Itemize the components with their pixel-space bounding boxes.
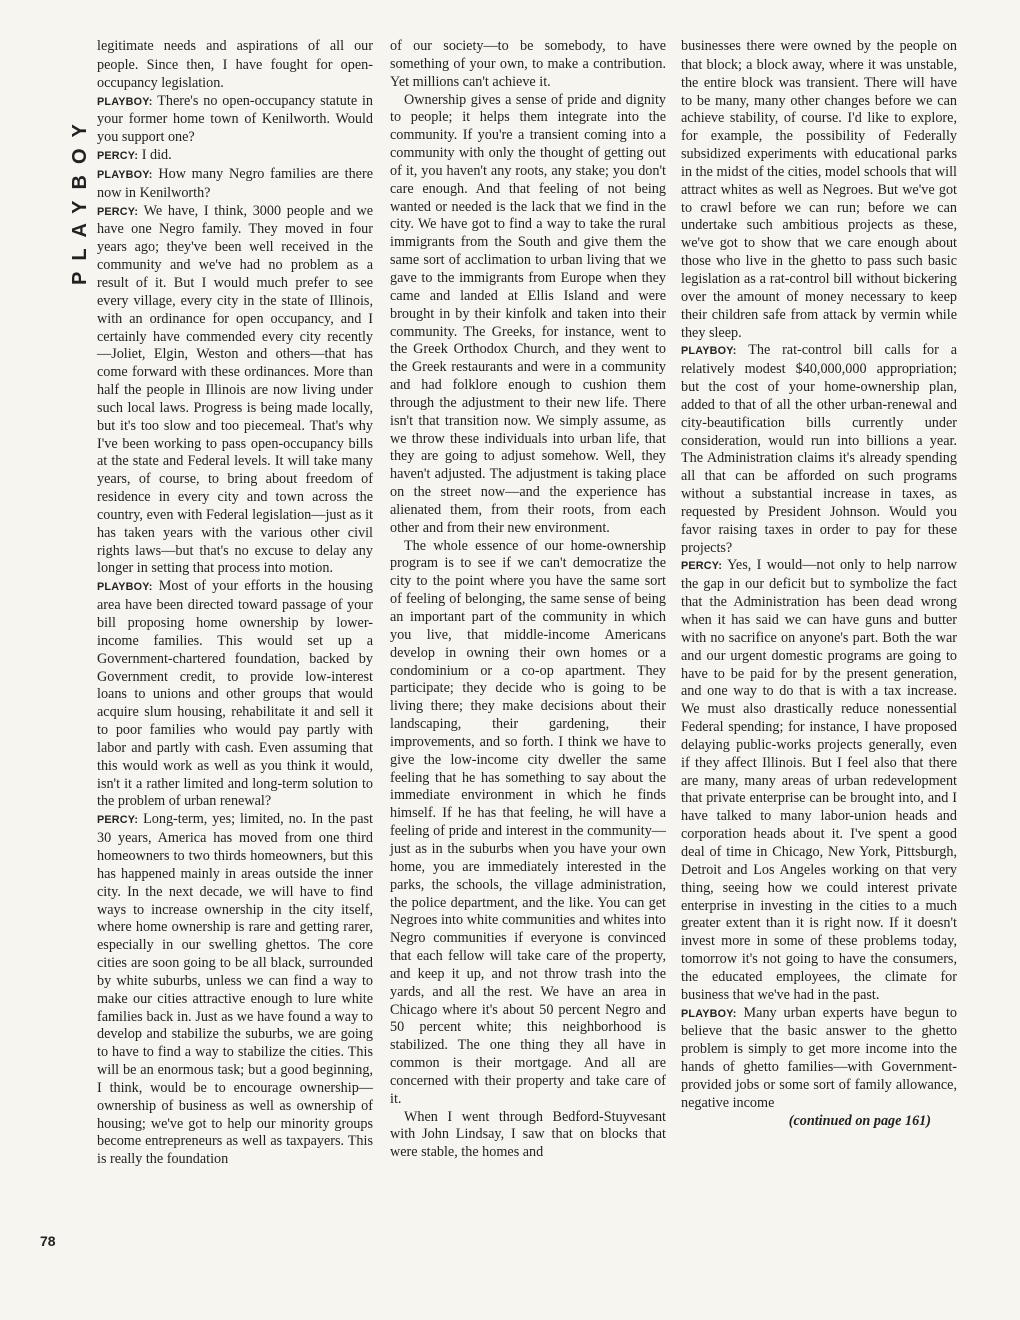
masthead-text: PLAYBOY — [69, 113, 91, 285]
paragraph-text: Most of your efforts in the housing area have been directed toward passage of your bill proposing home ownership by lower-income families. This would set up a Government-chartered foundation, backed by Government credit, to provide low-interest loans to unions and other groups that would acquire slum housing, rehabilitate it and sell it to poor families who would pay partly with labor and partly with cash. Even assuming that this would work as well as you think it would, isn't it a rather limited and long-term solution to the problem of urban renewal? — [97, 578, 373, 810]
paragraph — [97, 147, 373, 166]
paragraph-text: The rat-control bill calls for a relatively modest $40,000,000 appropriation; but the cost of your home-ownership plan, added to that of all the other urban-renewal and city-beautification bills currently under consideration, would run into billions a year. The Administration claims it's already spending all that can be afforded on such programs without a substantial increase in taxes, as requested by President Johnson. Would you favor raising taxes in order to pay for these projects? — [681, 342, 957, 556]
speaker-label: PERCY: — [681, 560, 723, 573]
paragraph — [390, 538, 666, 1109]
paragraph — [97, 578, 373, 811]
paragraph — [681, 1005, 957, 1113]
paragraph — [97, 203, 373, 579]
paragraph-text: I did. — [141, 147, 172, 164]
paragraph — [390, 38, 666, 92]
paragraph — [97, 38, 373, 93]
speaker-label: PLAYBOY: — [681, 1007, 737, 1020]
page-number: 78 — [40, 1233, 56, 1249]
paragraph — [390, 92, 666, 538]
speaker-label: PERCY: — [97, 814, 139, 827]
paragraph-text: The whole essence of our home-ownership program is to see if we can't democratize the city to the point where you have the same sort of feeling of belonging, the same sense of being an important part of the community in which you live, that middle-income Americans develop in owning their own homes or a condominium or a co-op apartment. They participate; they decide who is going to be living there; they make decisions about their landscaping, their gardening, their improvements, and so forth. I think we have to give the low-income city dweller the same feeling that he has something to say about the immediate environment in which he finds himself. If he has that feeling, he will have a feeling of pride and interest in the community—just as in the suburbs when you have your own home, you are immediately interested in the parks, the schools, the village administration, the police department, and the like. You can get Negroes into white communities and whites into Negro communities if everyone is convinced that each fellow will take care of the property, and keep it up, and not throw trash into the yards, and all the rest. We have an area in Chicago where it's about 50 percent Negro and 50 percent white; this neighborhood is stabilized. The one thing they all have in common is their mortgage. And all are concerned with their property and take care of it. — [390, 537, 666, 1107]
text-column-2 — [390, 38, 666, 1260]
paragraph-text: businesses there were owned by the people on that block; a block away, where it was unstable, the entire block was transient. There will have to be many, many other changes before we can achieve stability, of course. I'd like to explore, for example, the possibility of Federally subsidized experiments with educational parks in the midst of the cities, model schools that will attract whites as well as Negroes. But we've got to crawl before we can run; before we can undertake such ambitious projects as these, we've got to show that we care enough about those who live in the ghetto to pass such basic legislation as a rat-control bill without bickering over the amount of money necessary to keep their children safe from attack by vermin while they sleep. — [681, 38, 957, 341]
text-column-3 — [681, 38, 957, 1260]
paragraph — [681, 557, 957, 1004]
paragraph-text: There's no open-occupancy statute in your former home town of Kenilworth. Would you support one? — [97, 92, 374, 146]
speaker-label: PLAYBOY: — [97, 168, 153, 181]
playboy-vertical-masthead — [52, 35, 91, 295]
paragraph-text: How many Negro families are there now in Kenilworth? — [97, 165, 374, 201]
paragraph-text: of our society—to be somebody, to have something of your own, to make a contribution. Yet millions can't achieve it. — [390, 38, 666, 90]
paragraph-text: When I went through Bedford-Stuyvesant with John Lindsay, I saw that on blocks that were stable, the homes and — [390, 1108, 666, 1161]
paragraph-text: Yes, I would—not only to help narrow the gap in our deficit but to symbolize the fact that the Administration has been dead wrong when it has said we can have guns and butter with no sacrifice on anyone's part. Both the war and our urgent domestic programs are going to have to be paid for by the present generation, and one way to do that is with a tax increase. We must also drastically reduce nonessential Federal spending; for instance, I have proposed delaying public-works projects generally, even if they affect Illinois. But I feel also that there are many, many areas of urban redevelopment that private enterprise can be brought into, and I have talked to many labor-union heads and corporation heads about it. I've spent a good deal of time in Chicago, New York, Pittsburgh, Detroit and Los Angeles working on that very thing, seeing how we could interest private enterprise in investing in the cities to a much greater extent than it is right now. If it doesn't invest more in some of these problems today, tomorrow it's not going to have the consumers, the educated employees, the climate for business that we've had in the past. — [681, 557, 957, 1003]
paragraph — [97, 166, 373, 203]
paragraph — [390, 1109, 666, 1163]
paragraph-text: Ownership gives a sense of pride and dignity to people; it helps them integrate into the community. If you're a transient coming into a community with only the thought of getting out of it, you haven't any roots, any stake; you don't care enough. And that feeling of not being wanted or needed is the lack that we find in the city. We have got to find a way to take the rural immigrants from the South and give them the same sort of acclimation to urban living that we gave to the immigrants from Europe when they came and landed at Ellis Island and were brought in by their kinfolk and taken into their community. The Greeks, for instance, went to the Greek Orthodox Church, and they went to the Greek restaurants and were in a community and had folklore enough to cushion them through the adjustment to their new life. There isn't that transition now. We simply assume, as we throw these individuals into urban life, that they are going to adjust somehow. Well, they haven't adjusted. The adjustment is taking place on the street now—and the experience has alienated them, from their roots, from each other and from their new environment. — [390, 91, 666, 536]
speaker-label: PERCY: — [97, 150, 139, 163]
speaker-label: PLAYBOY: — [97, 581, 153, 594]
paragraph — [681, 342, 957, 557]
paragraph — [681, 38, 957, 342]
paragraph — [97, 93, 373, 148]
speaker-label: PLAYBOY: — [681, 345, 737, 358]
speaker-label: PERCY: — [97, 205, 139, 218]
paragraph-text: legitimate needs and aspirations of all our people. Since then, I have fought for open-occupancy legislation. — [97, 38, 373, 91]
continued-note[interactable]: (continued on page 161) — [788, 1112, 931, 1129]
paragraph-text: Long-term, yes; limited, no. In the past 30 years, America has moved from one third homeowners to two thirds homeowners, but this has happened mainly in areas outside the inner city. In the next decade, we will have to find ways to increase ownership in the city itself, where home ownership is rare and getting rarer, especially in our swelling ghettos. The core cities are soon going to be all black, surrounded by white suburbs, unless we can find a way to make our cities attractive enough to lure white families back in. Just as we have found a way to develop and stabilize the suburbs, we are going to have to find a way to stabilize the cities. This will be an enormous task; but a good beginning, I think, would be to encourage ownership—ownership of business as well as ownership of housing; we've got to help our minority groups become entrepreneurs as well as taxpayers. This is really the foundation — [97, 811, 373, 1168]
paragraph-text: We have, I think, 3000 people and we have one Negro family. They moved in four years ago; they've been well received in the community and we've had no problem as a result of it. But I would much prefer to see every village, every city in the state of Illinois, with an ordinance for open occupancy, and I certainly have commended every city recently—Joliet, Elgin, Weston and others—that has come forward with these ordinances. More than half the people in Illinois are now living under such local laws. Progress is being made locally, but it's too slow and too piecemeal. That's why I've been working to pass open-occupancy bills at the state and Federal levels. It will take many years, of course, to bring about freedom of residence in every city and town across the country, even with Federal legislation—just as it has taken years with the various other civil rights laws—but that's no excuse to delay any longer in setting that process into motion. — [97, 202, 373, 577]
paragraph-text: Many urban experts have begun to believe that the basic answer to the ghetto problem is simply to get more income into the hands of ghetto families—with Government-provided jobs or some sort of family allowance, negative income — [681, 1004, 957, 1111]
paragraph — [97, 811, 373, 1169]
speaker-label: PLAYBOY: — [97, 95, 153, 108]
text-column-1 — [97, 38, 373, 1260]
